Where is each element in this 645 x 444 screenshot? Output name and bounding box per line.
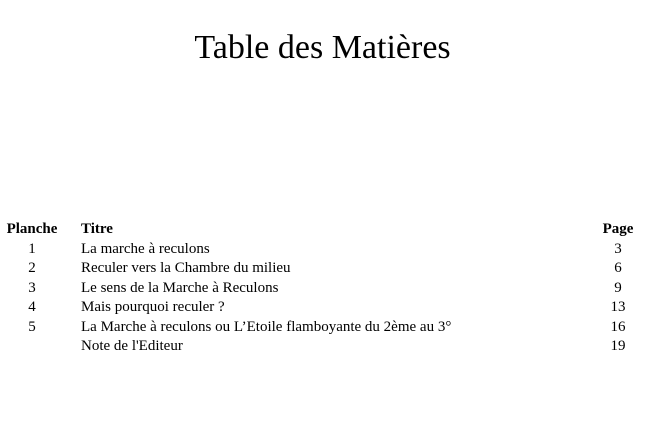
- page-number: 6: [614, 260, 622, 276]
- planche-number: 5: [28, 318, 36, 335]
- planche-number: 3: [28, 279, 36, 296]
- entry-title: Reculer vers la Chambre du milieu: [81, 260, 291, 276]
- entry-title: La marche à reculons: [81, 240, 210, 257]
- page-number: 19: [610, 338, 626, 354]
- column-header-titre: Titre: [81, 221, 113, 237]
- planche-number: 2: [28, 260, 36, 276]
- column-header-planche: Planche: [6, 221, 58, 237]
- entry-title: La Marche à reculons ou L’Etoile flamboyante du 2ème au 3°: [81, 318, 452, 335]
- column-header-page: Page: [602, 221, 634, 237]
- table-row: [0, 337, 645, 357]
- page-number: 3: [614, 240, 622, 257]
- entry-title: Le sens de la Marche à Reculons: [81, 279, 279, 296]
- planche-number: [0, 337, 64, 357]
- table-row: [0, 240, 645, 260]
- entry-title: Mais pourquoi reculer ?: [81, 299, 225, 315]
- table-header-row: [0, 220, 645, 240]
- entry-title: Note de l'Editeur: [81, 338, 183, 354]
- table-of-contents: [0, 220, 645, 357]
- document-title: Table des Matières: [194, 29, 451, 66]
- table-row: [0, 298, 645, 318]
- page-number: 16: [610, 318, 626, 335]
- table-row: [0, 279, 645, 299]
- table-row: [0, 318, 645, 338]
- page-number: 9: [614, 279, 622, 296]
- page-number: 13: [610, 299, 626, 315]
- planche-number: 1: [28, 240, 36, 257]
- planche-number: 4: [28, 299, 36, 315]
- table-row: [0, 259, 645, 279]
